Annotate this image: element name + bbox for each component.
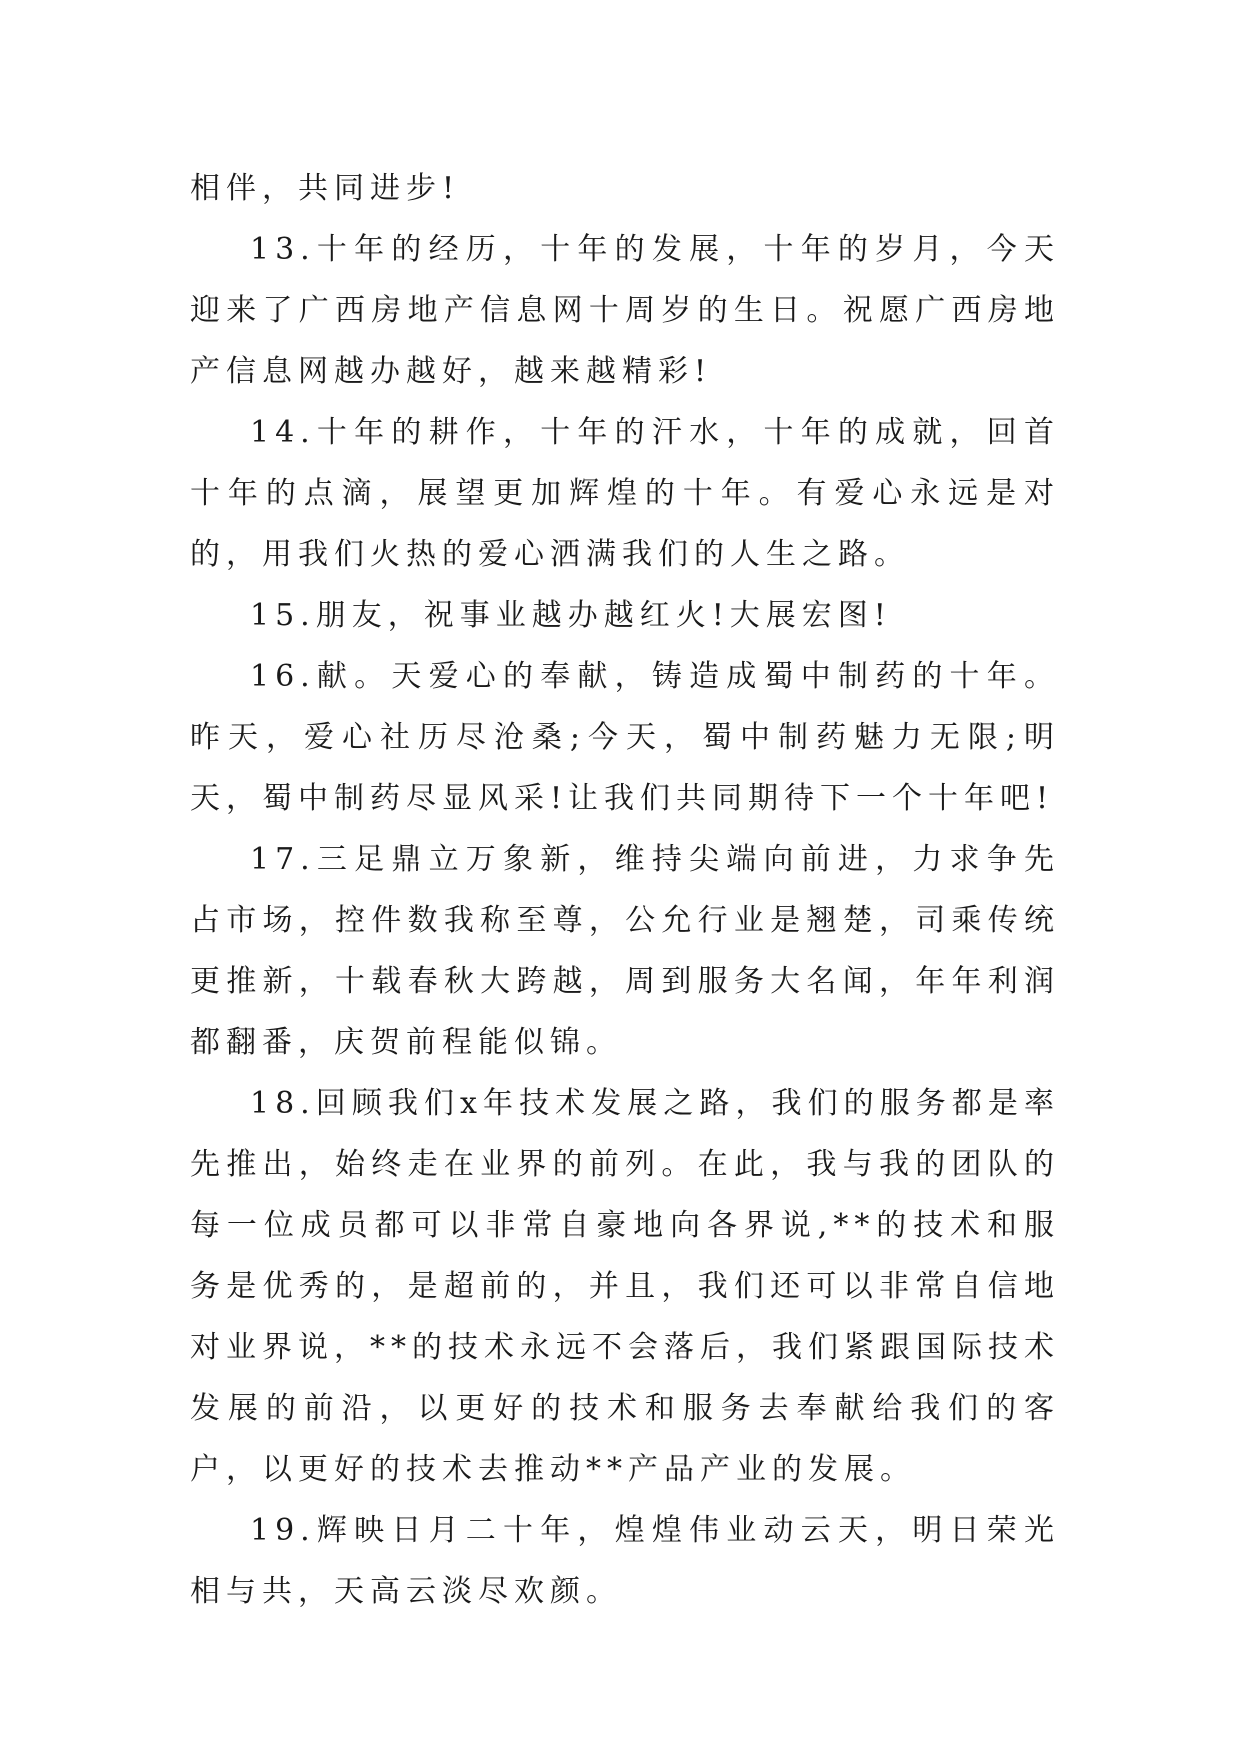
paragraph-item-15: 15.朋友，祝事业越办越红火!大展宏图! [250,598,892,633]
document-body [190,158,1060,1622]
paragraph-item-16: 16.献。天爱心的奉献，铸造成蜀中制药的十年。昨天，爱心社历尽沧桑;今天，蜀中制药魅力无限;明天，蜀中制药尽显风采!让我们共同期待下一个十年吧! [190,659,1060,816]
paragraph-item-19: 19.辉映日月二十年，煌煌伟业动云天，明日荣光相与共，天高云淡尽欢颜。 [190,1513,1060,1609]
paragraph-item-17: 17.三足鼎立万象新，维持尖端向前进，力求争先占市场，控件数我称至尊，公允行业是翘楚，司乘传统更推新，十载春秋大跨越，周到服务大名闻，年年利润都翻番，庆贺前程能似锦。 [190,842,1060,1060]
paragraph-item-13: 13.十年的经历，十年的发展，十年的岁月，今天迎来了广西房地产信息网十周岁的生日。祝愿广西房地产信息网越办越好，越来越精彩! [190,232,1060,389]
paragraph-continuation: 相伴，共同进步! [190,171,461,206]
paragraph-item-14: 14.十年的耕作，十年的汗水，十年的成就，回首十年的点滴，展望更加辉煌的十年。有爱心永远是对的，用我们火热的爱心洒满我们的人生之路。 [190,415,1060,572]
paragraph-item-18: 18.回顾我们x年技术发展之路，我们的服务都是率先推出，始终走在业界的前列。在此，我与我的团队的每一位成员都可以非常自豪地向各界说,**的技术和服务是优秀的，是超前的，并且，我们还可以非常自信地对业界说，**的技术永远不会落后，我们紧跟国际技术发展的前沿，以更好的技术和服务去奉献给我们的客户，以更好的技术去推动**产品产业的发展。 [190,1086,1060,1487]
